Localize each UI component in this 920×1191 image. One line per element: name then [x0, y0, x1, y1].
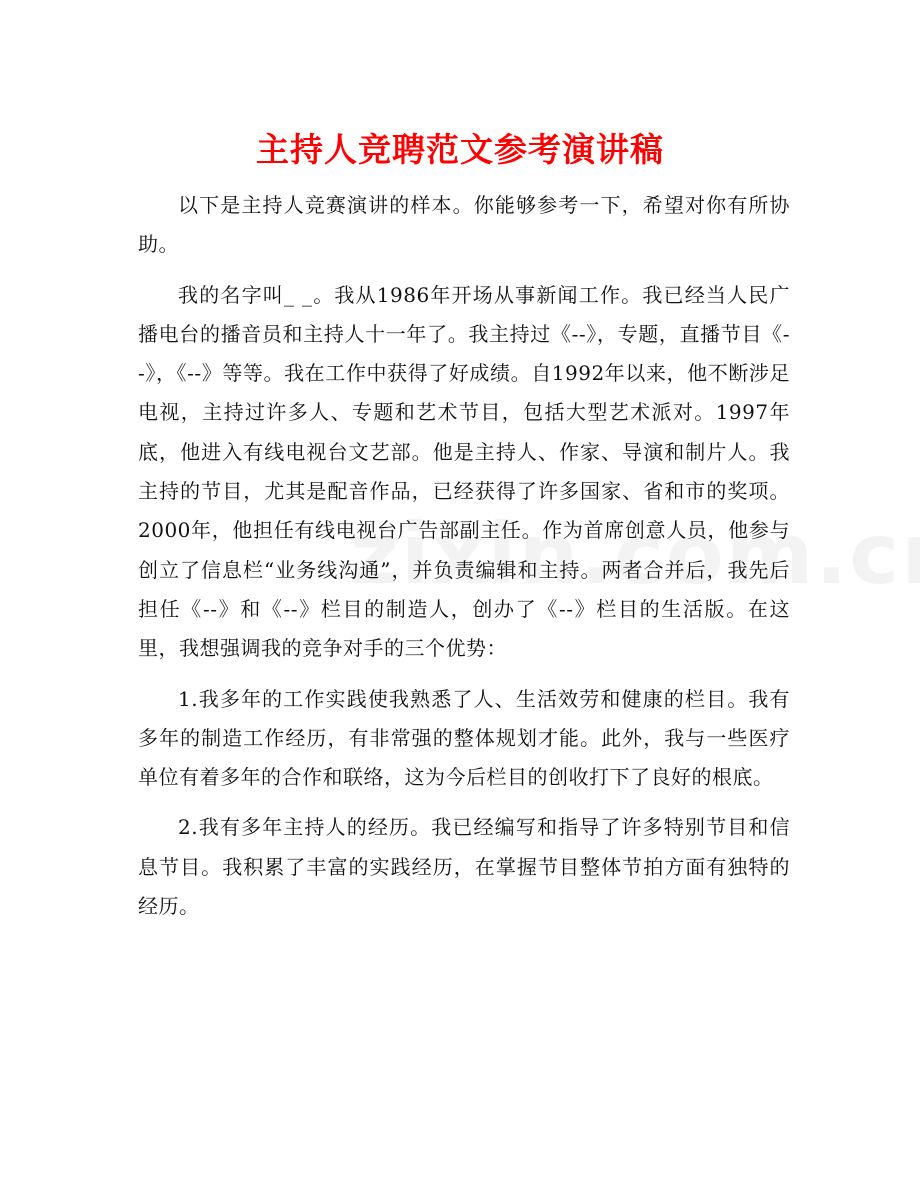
document-body: [138, 186, 790, 937]
paragraph-advantage-2: 2.我有多年主持人的经历。我已经编写和指导了许多特别节目和信息节目。我积累了丰富的实践经历，在掌握节目整体节拍方面有独特的经历。: [138, 815, 790, 919]
document-title: 主持人竞聘范文参考演讲稿: [256, 130, 664, 169]
paragraph-intro: 以下是主持人竞赛演讲的样本。你能够参考一下，希望对你有所协助。: [138, 193, 790, 257]
paragraph-advantage-1: 1.我多年的工作实践使我熟悉了人、生活效劳和健康的栏目。我有多年的制造工作经历，有非常强的整体规划才能。此外，我与一些医疗单位有着多年的合作和联络，这为今后栏目的创收打下了良好的根底。: [138, 686, 790, 790]
paragraph-background: 我的名字叫_ _。我从1986年开场从事新闻工作。我已经当人民广播电台的播音员和主持人十一年了。我主持过《--》，专题，直播节目《--》，《--》等等。我在工作中获得了好成绩。自1992年以来，他不断涉足电视，主持过许多人、专题和艺术节目，包括大型艺术派对。1997年底，他进入有线电视台文艺部。他是主持人、作家、导演和制片人。我主持的节目，尤其是配音作品，已经获得了许多国家、省和市的奖项。2000年，他担任有线电视台广告部副主任。作为首席创意人员，他参与创立了信息栏“业务线沟通”，并负责编辑和主持。两者合并后，我先后担任《--》和《--》栏目的制造人，创办了《--》栏目的生活版。在这里，我想强调我的竞争对手的三个优势：: [138, 282, 790, 661]
